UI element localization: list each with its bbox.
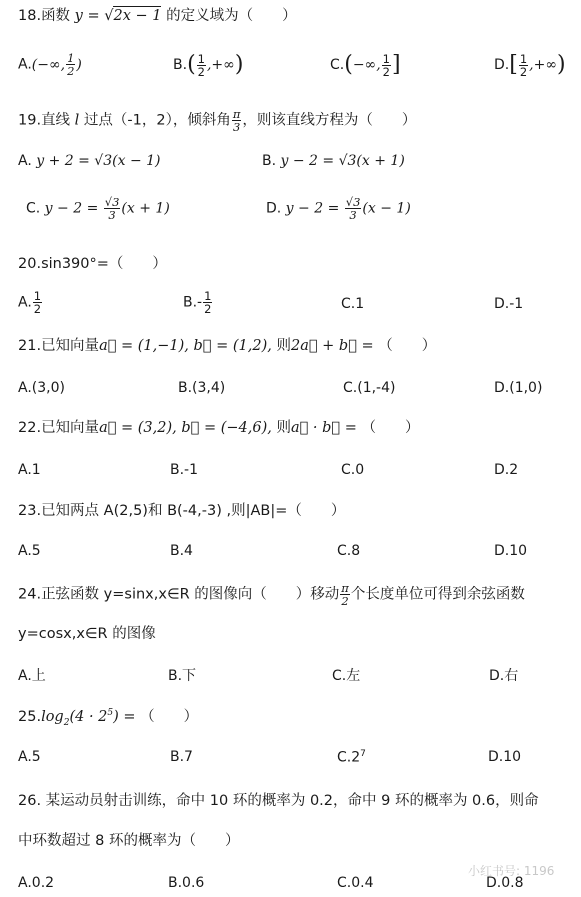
option-c: C.0.4 bbox=[337, 875, 374, 891]
question-21: 21.已知向量a⃗ = (1,−1), b⃗ = (1,2), 则2a⃗ + b⃗ = （ ） bbox=[18, 338, 437, 354]
question-24: 24.正弦函数 y=sinx,x∈R 的图像向（ ）移动 $\frac{\pi}{2}$ 个长度单位可得到余弦函数 bbox=[18, 581, 525, 609]
option-a: A.0.2 bbox=[18, 875, 55, 891]
option-d: D.10 bbox=[494, 543, 528, 559]
answer-paren: （ ） bbox=[238, 8, 297, 24]
option-d: D.0.8 bbox=[486, 875, 524, 891]
option-b: B.4 bbox=[170, 543, 193, 559]
option-b: B.下 bbox=[168, 668, 197, 684]
option-c: C.1 bbox=[341, 296, 365, 312]
option-c: C.(1,-4) bbox=[343, 380, 396, 396]
option-d: D.(1,0) bbox=[494, 380, 543, 396]
question-stem-2: 的定义域为 bbox=[166, 8, 239, 24]
option-d: D.10 bbox=[488, 749, 522, 765]
question-stem: 函数 bbox=[41, 8, 71, 24]
option-d: D.右 bbox=[489, 668, 519, 684]
option-d: D.[ $\frac{1}{2}$ ,+∞) bbox=[494, 51, 566, 79]
option-a: A. y + 2 = √3(x − 1) bbox=[18, 153, 161, 169]
option-d: D. y − 2 = $\frac{√3}{3}$ (x − 1) bbox=[266, 195, 411, 223]
option-b: B.7 bbox=[170, 749, 193, 765]
option-b: B.( $\frac{1}{2}$ ,+∞) bbox=[173, 51, 244, 79]
option-d: D.2 bbox=[494, 462, 519, 478]
option-a: A.5 bbox=[18, 749, 41, 765]
option-b: B.(3,4) bbox=[178, 380, 226, 396]
option-a: A.1 bbox=[18, 462, 41, 478]
question-20: 20.sin390°=（ ） bbox=[18, 256, 167, 272]
question-26-line-2: 中环数超过 8 环的概率为（ ） bbox=[18, 833, 240, 849]
option-c: C.8 bbox=[337, 543, 361, 559]
option-a: A.5 bbox=[18, 543, 41, 559]
option-d: D.-1 bbox=[494, 296, 524, 312]
question-25: $25.\log_2(4 \cdot 2^5)$ = （ ） bbox=[18, 708, 199, 728]
question-22: 22.已知向量a⃗ = (3,2), b⃗ = (−4,6), 则a⃗ · b⃗ = （ ） bbox=[18, 420, 420, 436]
option-a: A.(3,0) bbox=[18, 380, 65, 396]
option-a: A.上 bbox=[18, 668, 46, 684]
question-number: 18. bbox=[18, 8, 42, 24]
option-c: C.0 bbox=[341, 462, 365, 478]
formula: y = √2x − 1 bbox=[74, 8, 162, 24]
question-19: 19.直线 l 过点（-1，2），倾斜角 $\frac{\pi}{3}$ ，则该直线方程为（ ） bbox=[18, 107, 417, 135]
option-a: A.(−∞, $\frac{1}{2}$ ) bbox=[18, 51, 82, 79]
option-c: C.左 bbox=[332, 668, 361, 684]
question-26: 26. 某运动员射击训练，命中 10 环的概率为 0.2，命中 9 环的概率为 0.6，则命 bbox=[18, 793, 539, 809]
option-b: B.0.6 bbox=[168, 875, 205, 891]
option-c: C. y − 2 = $\frac{√3}{3}$ (x + 1) bbox=[26, 195, 170, 223]
option-b: B.- $\frac{1}{2}$ bbox=[183, 289, 212, 317]
question-18 bbox=[18, 8, 297, 25]
option-b: B.-1 bbox=[170, 462, 199, 478]
watermark: 小红书号: 1196 bbox=[468, 864, 555, 878]
option-c: C.(−∞, $\frac{1}{2}$ ] bbox=[330, 51, 401, 79]
option-a: A. $\frac{1}{2}$ bbox=[18, 289, 42, 317]
option-b: B. y − 2 = √3(x + 1) bbox=[262, 153, 405, 169]
question-24-line-2: y=cosx,x∈R 的图像 bbox=[18, 626, 156, 642]
question-23: 23.已知两点 A(2,5)和 B(-4,-3) ,则|AB|=（ ） bbox=[18, 503, 346, 519]
option-c: $C.2^7$ bbox=[337, 749, 366, 766]
